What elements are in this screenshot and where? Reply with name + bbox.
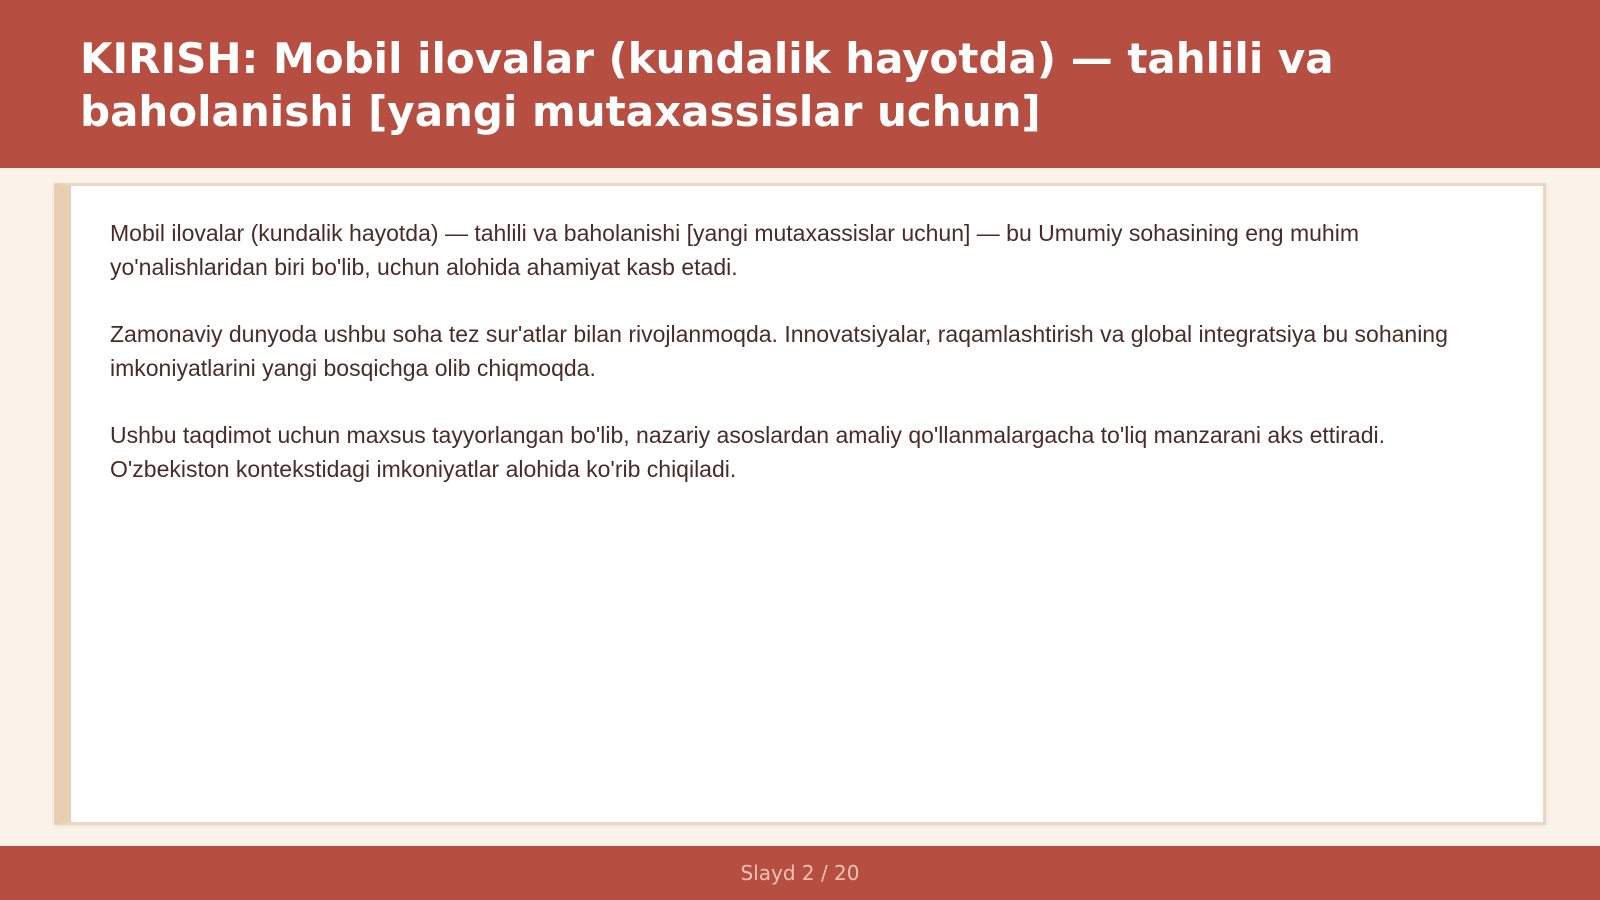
slide-footer [0, 846, 1600, 900]
slide-header [0, 0, 1600, 168]
context-paragraph: Zamonaviy dunyoda ushbu soha tez sur'atlar bilan rivojlanmoqda. Innovatsiyalar, raqamlashtirish va global integratsiya bu sohaning imkoniyatlarini yangi bosqichga olib chiqmoqda. [110, 321, 1448, 381]
intro-paragraph: Mobil ilovalar (kundalik hayotda) — tahlili va baholanishi [yangi mutaxassislar uchun] — bu Umumiy sohasining eng muhim yo'nalishlaridan biri bo'lib, uchun alohida ahamiyat kasb etadi. [110, 220, 1359, 280]
slide-counter: Slayd 2 / 20 [740, 861, 860, 885]
content-card [54, 183, 1546, 825]
slide-title: KIRISH: Mobil ilovalar (kundalik hayotda) — tahlili va baholanishi [yangi mutaxassislar uchun] [80, 34, 1334, 136]
purpose-paragraph: Ushbu taqdimot uchun maxsus tayyorlangan bo'lib, nazariy asoslardan amaliy qo'llanmalargacha to'liq manzarani aks ettiradi. O'zbekiston kontekstidagi imkoniyatlar alohida ko'rib chiqiladi. [110, 422, 1386, 482]
